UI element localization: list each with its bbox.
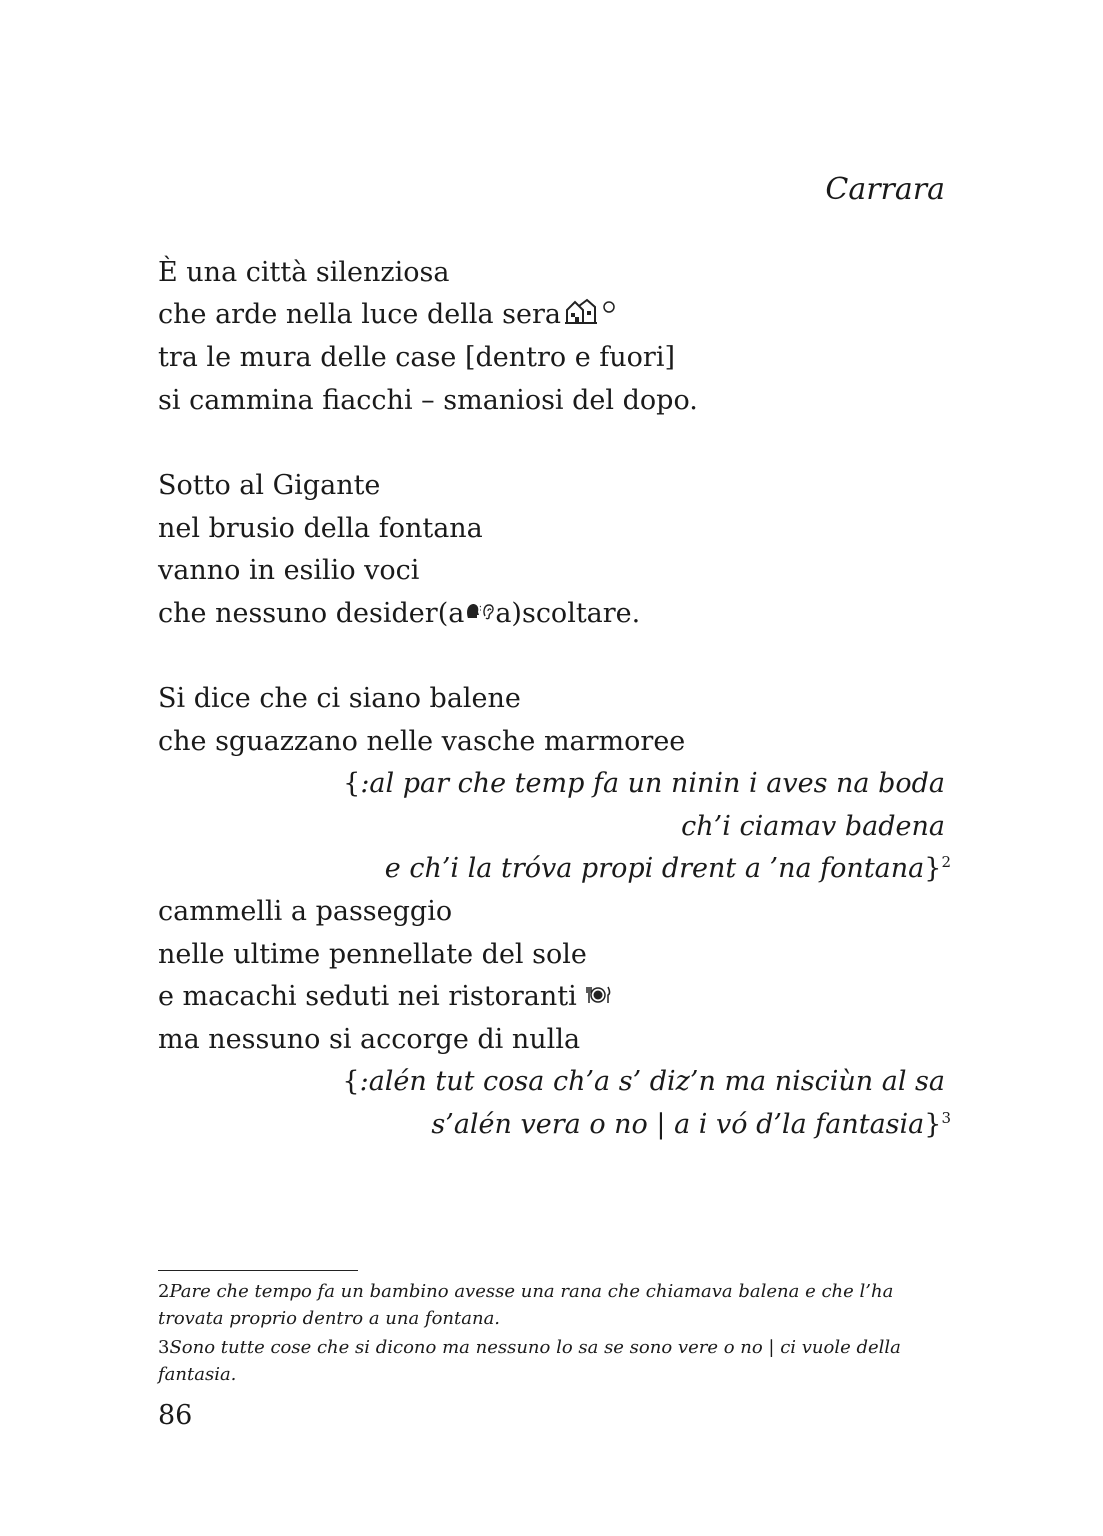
line-text: cammelli a passeggio (158, 896, 453, 927)
footnote (158, 1334, 948, 1388)
ear-icon (481, 598, 495, 634)
dialect-line (681, 809, 945, 845)
dialect-line (385, 851, 951, 887)
page-number: 86 (158, 1400, 193, 1431)
line-text: Si dice che ci siano balene (158, 683, 521, 714)
poem-line (158, 297, 617, 335)
line-text: che arde nella luce della sera (158, 299, 561, 330)
brace-close: } (924, 1109, 942, 1140)
line-text: ma nessuno si accorge di nulla (158, 1024, 581, 1055)
line-text: :alén tut cosa ch’a s’ diz’n ma nisciùn al sa (359, 1066, 945, 1097)
line-text: :al par che temp fa un ninin i aves na boda (360, 768, 945, 799)
dialect-line (431, 1107, 951, 1143)
line-text: a)scoltare. (495, 598, 641, 629)
footnote-ref[interactable]: 2 (941, 853, 951, 871)
line-text: nelle ultime pennellate del sole (158, 939, 587, 970)
line-text: e macachi seduti nei ristoranti (158, 981, 577, 1012)
poem-line (158, 468, 380, 504)
line-text: tra le mura delle case [dentro e fuori] (158, 342, 675, 373)
speaking-head-icon (465, 598, 481, 634)
line-text: che sguazzano nelle vasche marmoree (158, 726, 686, 757)
line-text: Sotto al Gigante (158, 470, 381, 501)
footnote-text: Pare che tempo fa un bambino avesse una rana che chiamava balena e che l’ha trovata proprio dentro a una fontana. (158, 1281, 894, 1329)
line-text: e ch’i la tróva propi drent a ’na fontana (384, 853, 925, 884)
plate-cutlery-icon (585, 981, 611, 1017)
footnote-number: 3 (158, 1337, 170, 1358)
poem-line (158, 1022, 580, 1058)
brace-close: } (924, 853, 942, 884)
brace-open: { (343, 768, 361, 799)
brace-open: { (342, 1066, 360, 1097)
poem-title: Carrara (825, 172, 945, 207)
footnote-divider (158, 1270, 358, 1271)
footnote-text: Sono tutte cose che si dicono ma nessuno lo sa se sono vere o no | ci vuole della fantasia. (158, 1337, 901, 1385)
line-text: ch’i ciamav badena (681, 811, 945, 842)
footnote-ref[interactable]: 3 (941, 1109, 951, 1127)
footnote-number: 2 (158, 1281, 170, 1302)
poem-line (158, 937, 587, 973)
poem-line (158, 553, 419, 589)
dialect-line (343, 766, 945, 802)
footnote (158, 1278, 948, 1332)
line-text: s’alén vera o no | a i vó d’la fantasia (431, 1109, 925, 1140)
line-text: si cammina fiacchi – smaniosi del dopo. (158, 385, 698, 416)
dialect-line (342, 1064, 945, 1100)
line-text: che nessuno desider(a (158, 598, 465, 629)
poem-line (158, 979, 611, 1017)
poem-line (158, 255, 449, 291)
poem-line (158, 681, 521, 717)
circle-icon (601, 297, 617, 335)
house-icon (565, 297, 597, 335)
poem-line (158, 724, 685, 760)
line-text: nel brusio della fontana (158, 513, 483, 544)
poem-line (158, 340, 675, 376)
poem-line (158, 894, 452, 930)
poem-line (158, 596, 640, 634)
line-text: È una città silenziosa (158, 257, 450, 288)
line-text: vanno in esilio voci (158, 555, 420, 586)
poem-line (158, 511, 483, 547)
poem-line (158, 383, 698, 419)
